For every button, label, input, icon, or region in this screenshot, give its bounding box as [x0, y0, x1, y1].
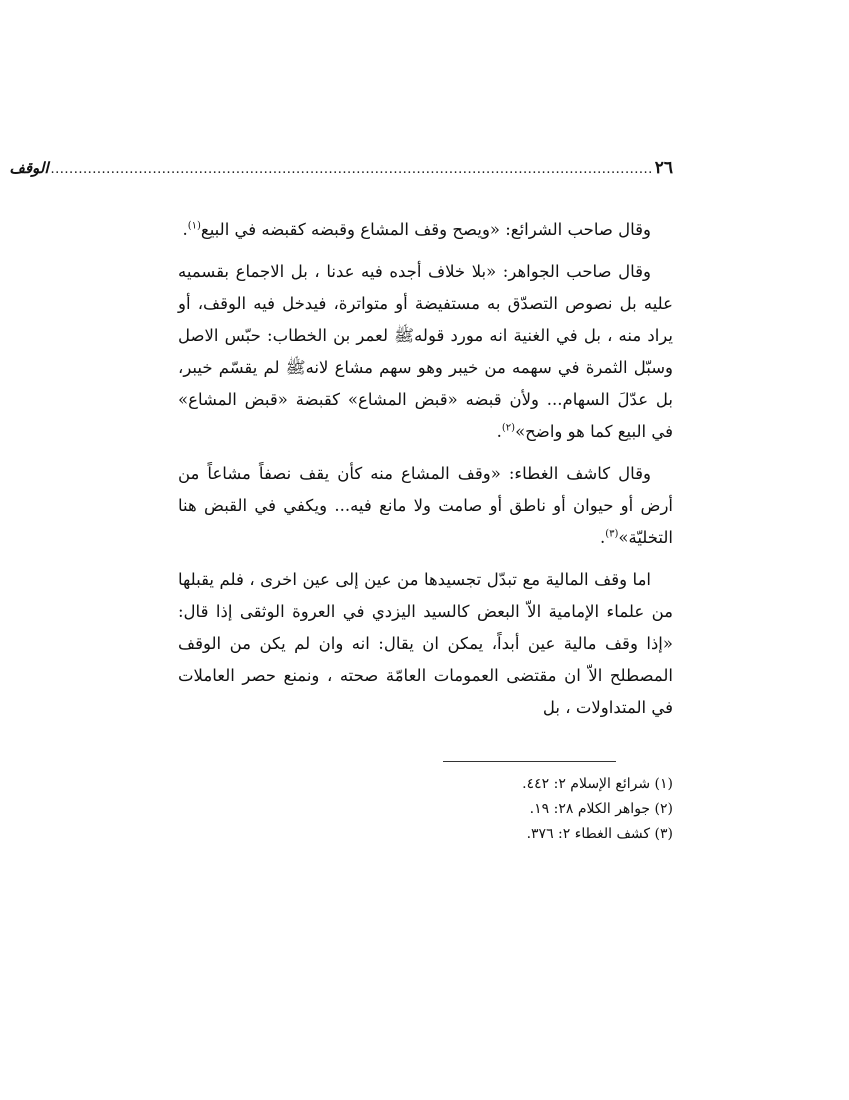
footnote-reference: (٣) [605, 528, 619, 540]
page-number: ٢٦ [654, 158, 673, 178]
footnote-item: (١) شرائع الإسلام ٢: ٤٤٢. [522, 776, 673, 792]
footnote-item: (٣) كشف الغطاء ٢: ٣٧٦. [526, 826, 673, 842]
running-title: الوقف [9, 159, 49, 177]
footnotes [300, 772, 673, 847]
paragraph: وقال صاحب الشرائع: «ويصح وقف المشاع وقبضه كقبضه في البيع$^{(١)}$. [182, 220, 651, 239]
footnote-divider [443, 761, 616, 762]
footnote-reference: (٢) [501, 422, 516, 434]
paragraph: اما وقف المالية مع تبدّل تجسيدها من عين إلى عين اخرى ، فلم يقبلها من علماء الإمامية الاّ البعض كالسيد اليزدي في العروة الوثقى إذا قال: «إذا وقف مالية عين أبداً، يمكن ان يقال: انه وان لم يكن من الوقف المصطلح الاّ ان مقتضى العمومات العامّة صحته ، ونمنع حصر العاملات في المتداولات ، بل [178, 570, 673, 717]
paragraph: وقال كاشف الغطاء: «وقف المشاع منه كأن يقف نصفاً مشاعاً من أرض أو حيوان أو ناطق أو صامت ولا مانع فيه... ويكفي في القبض هنا التخليّة»$^{(٣)}$. [178, 464, 673, 547]
header-dot-leader: .................................................................................................................................. [50, 162, 653, 177]
paragraph: وقال صاحب الجواهر: «بلا خلاف أجده فيه عدنا ، بل الاجماع بقسميه عليه بل نصوص التصدّق به مستفيضة أو متواترة، فيدخل فيه الوقف، أو يراد منه ، بل في الغنية انه مورد قولهﷺ لعمر بن الخطاب: حبّس الاصل وسبّل الثمرة في سهمه من خيبر وهو سهم مشاع لانهﷺ لم يقسّم خيبر، بل عدّلَ السهام... ولأن قبضه «قبض المشاع» كقبضة «قبض المشاع» في البيع كما هو واضح»$^{(٢)}$. [178, 262, 673, 441]
footnote-reference: (١) [187, 220, 201, 232]
main-text [178, 214, 673, 734]
footnote-item: (٢) جواهر الكلام ٢٨: ١٩. [529, 801, 673, 817]
page-header [9, 158, 673, 178]
